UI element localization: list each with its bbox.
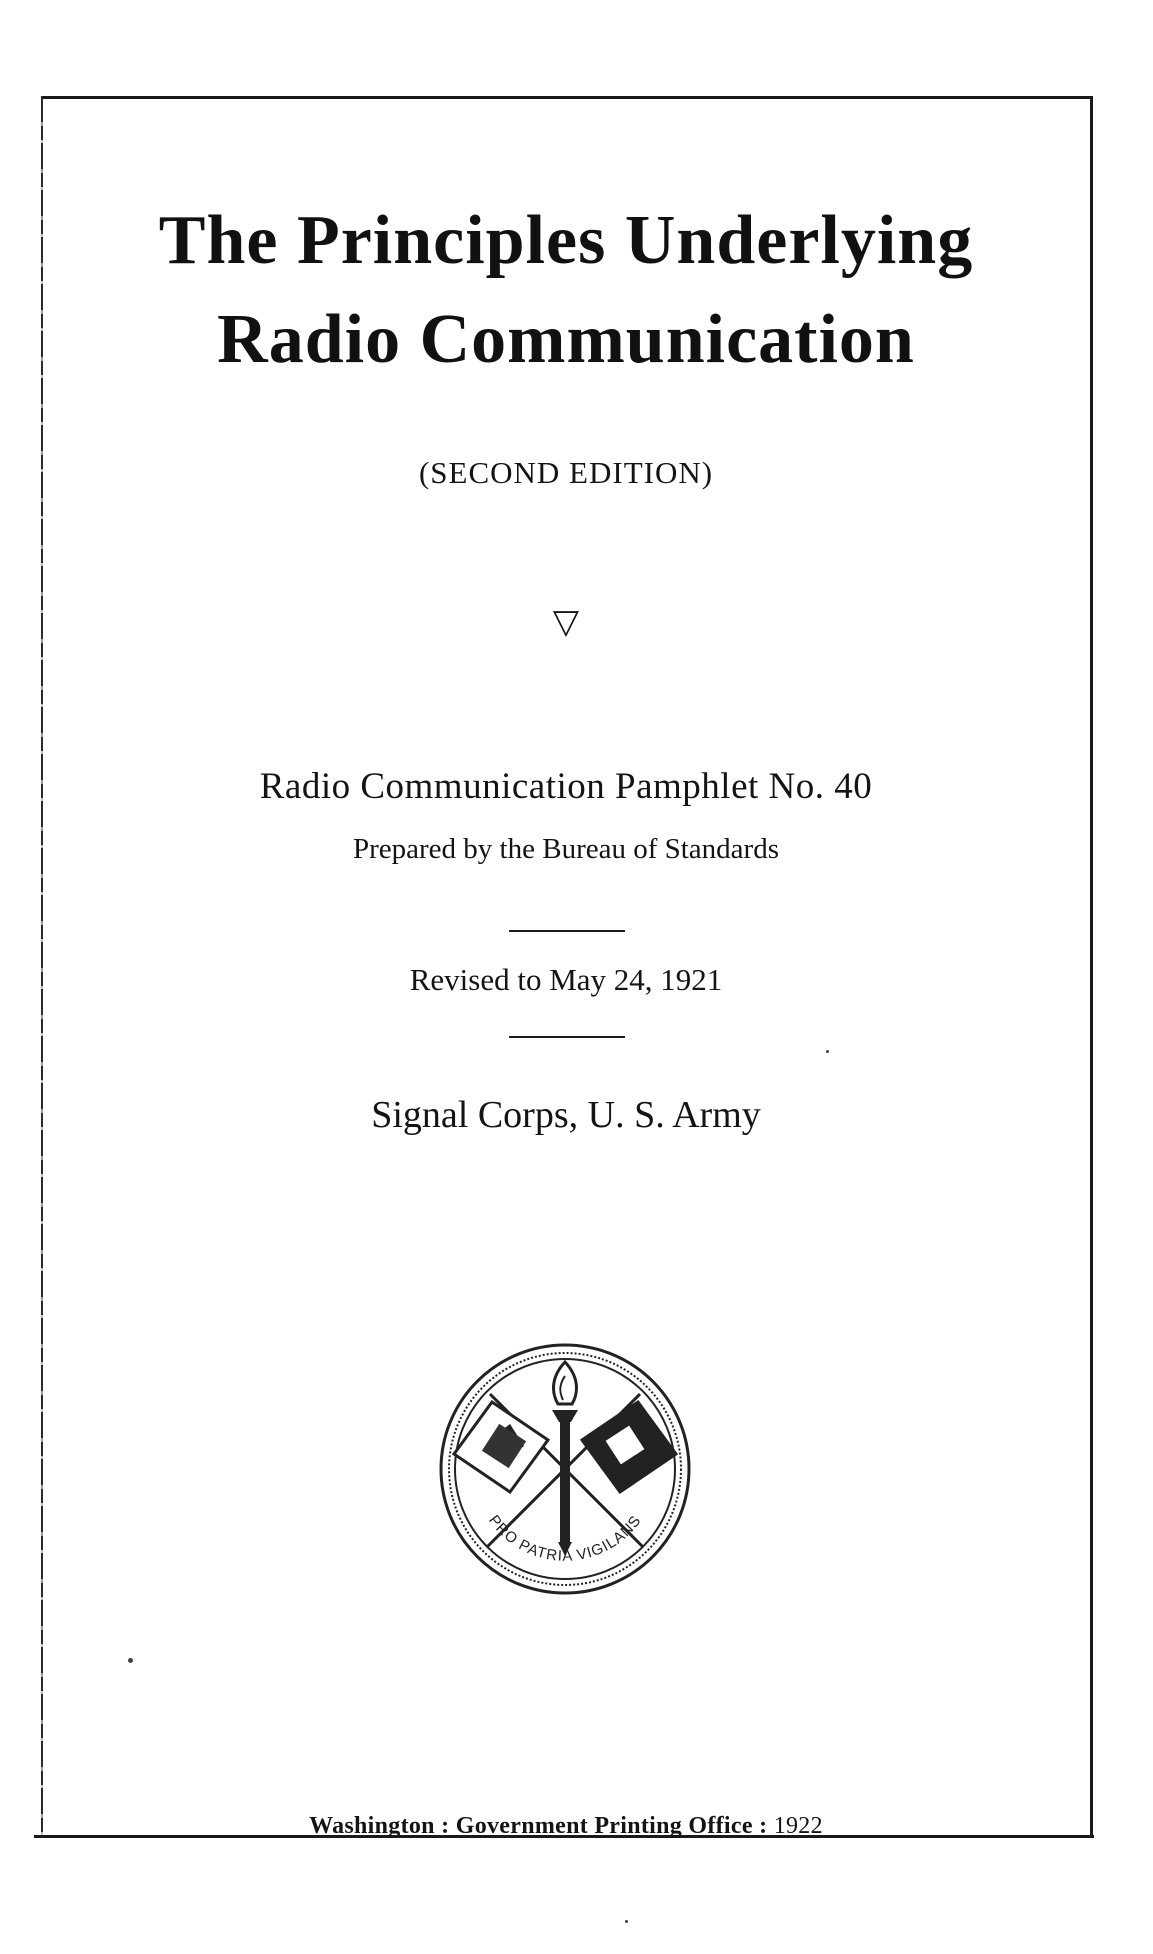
title-line-2: Radio Communication <box>217 301 915 378</box>
scan-speck <box>826 1050 829 1053</box>
imprint-year: 1922 <box>773 1813 823 1839</box>
frame-top-border <box>42 96 1092 99</box>
imprint-place-printer: Washington : Government Printing Office : <box>309 1813 774 1839</box>
pamphlet-number: Radio Communication Pamphlet No. 40 <box>259 766 873 807</box>
edition-label: (SECOND EDITION) <box>418 455 714 490</box>
signal-corps-insignia-icon <box>438 1342 692 1596</box>
svg-text:PRO PATRIA VIGILANS: PRO PATRIA VIGILANS <box>485 1512 645 1565</box>
frame-right-border <box>1090 96 1093 1836</box>
prepared-by: Prepared by the Bureau of Standards <box>352 833 779 865</box>
revision-date: Revised to May 24, 1921 <box>409 962 723 997</box>
scan-speck <box>128 1658 133 1663</box>
divider-rule <box>509 1036 625 1038</box>
triangle-marker-icon: ▽ <box>552 602 580 642</box>
divider-rule <box>509 930 625 932</box>
scan-speck <box>625 1920 628 1923</box>
imprint-line <box>42 1813 1090 1840</box>
title-line-1: The Principles Underlying <box>158 202 974 279</box>
publisher-name: Signal Corps, U. S. Army <box>371 1094 761 1136</box>
